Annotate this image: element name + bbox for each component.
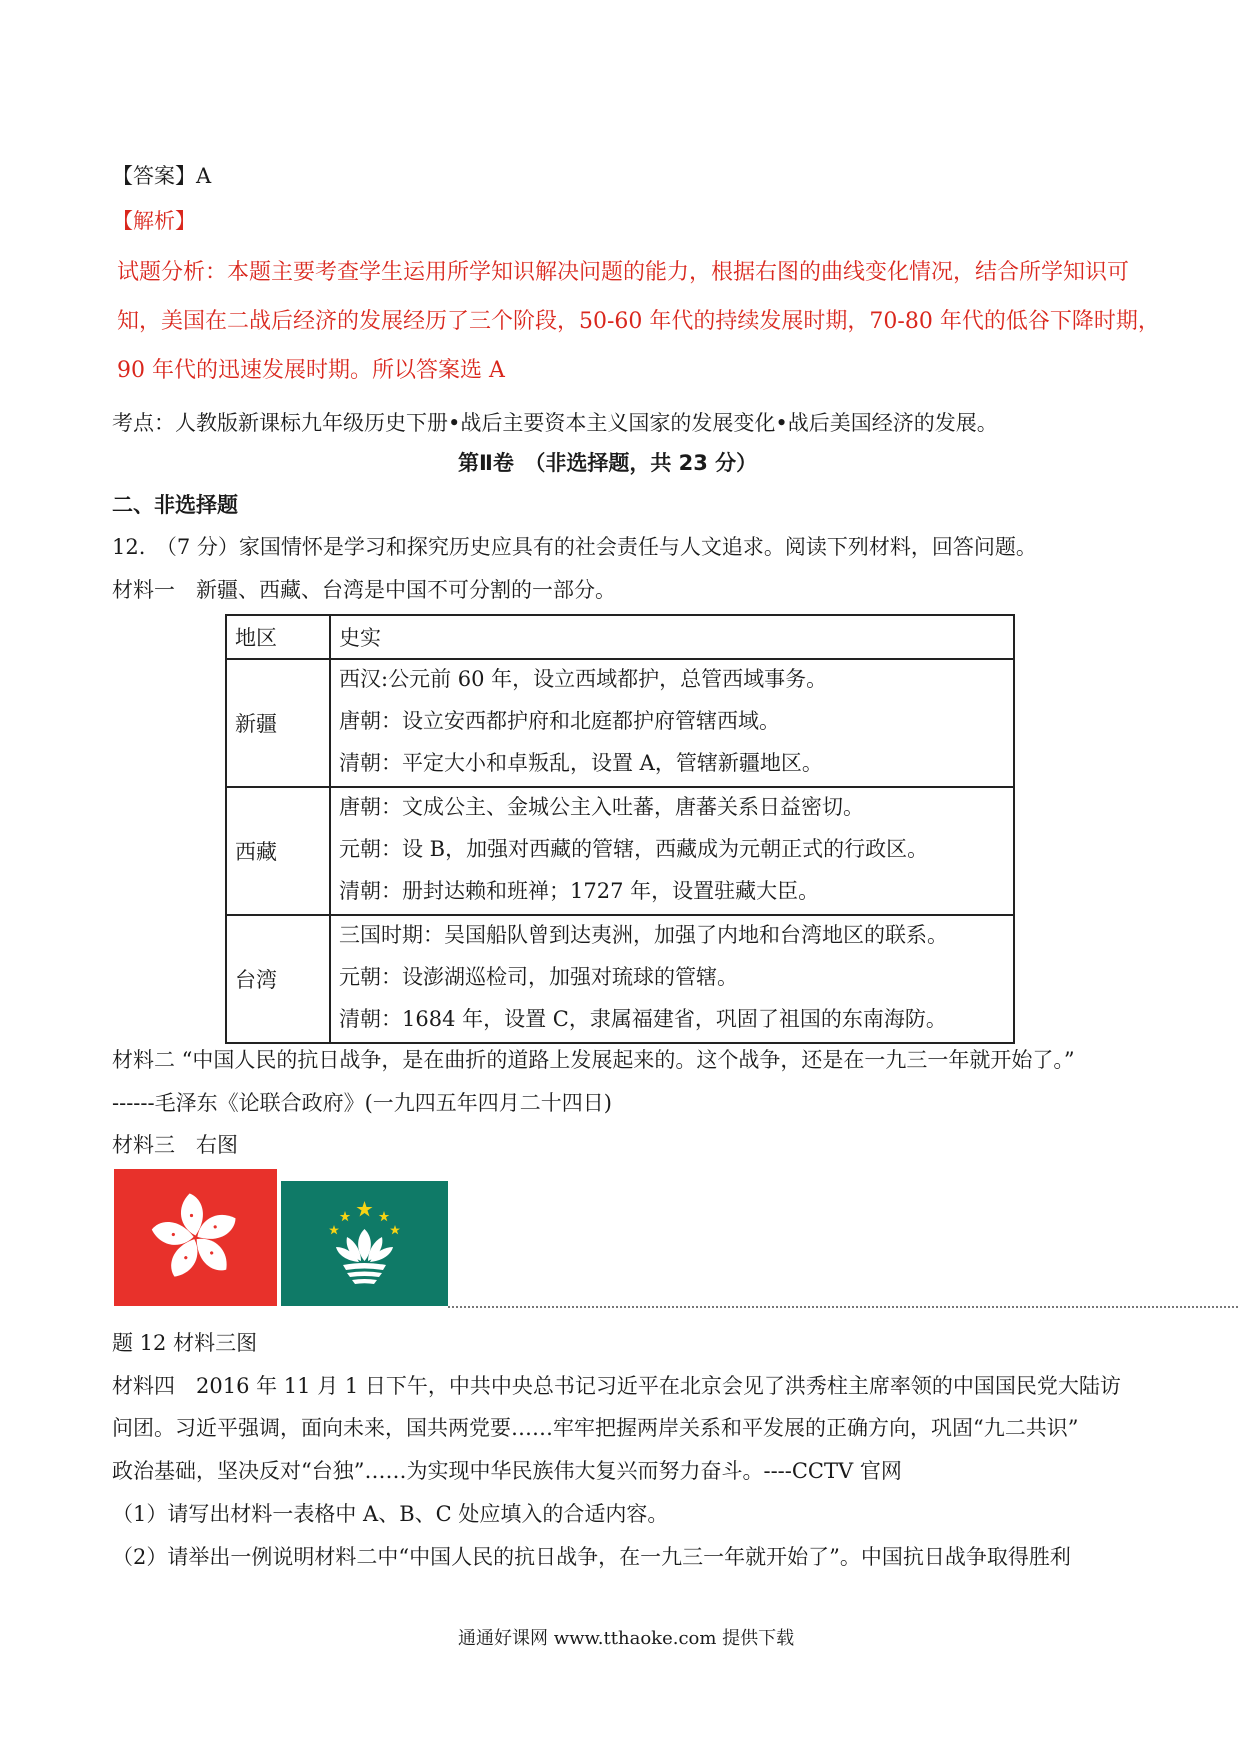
- kaodian-line: 考点：人教版新课标九年级历史下册•战后主要资本主义国家的发展变化•战后美国经济的发展。: [112, 411, 998, 435]
- table-header-row: [226, 615, 1014, 659]
- fact-line: 元朝：设澎湖巡检司，加强对琉球的管辖。: [339, 965, 738, 989]
- hong-kong-flag: [114, 1169, 277, 1306]
- history-table: [225, 614, 1015, 1044]
- figure-caption: 题 12 材料三图: [112, 1331, 258, 1355]
- fact-line: 唐朝：设立安西都护府和北庭都护府管辖西域。: [339, 709, 780, 733]
- fact-line: 唐朝：文成公主、金城公主入吐蕃，唐蕃关系日益密切。: [339, 795, 864, 819]
- table-row: [226, 915, 1014, 1043]
- header-region: 地区: [226, 615, 330, 659]
- dotted-line: [448, 1306, 1238, 1308]
- answer-line: 【答案】A: [112, 164, 212, 188]
- facts-cell: [330, 787, 1014, 915]
- facts-cell: [330, 915, 1014, 1043]
- macau-flag: [281, 1181, 448, 1306]
- sub-question-2: （2）请举出一例说明材料二中“中国人民的抗日战争，在一九三一年就开始了”。中国抗日战争取得胜利: [112, 1545, 1071, 1569]
- analysis-line-1: 试题分析：本题主要考查学生运用所学知识解决问题的能力，根据右图的曲线变化情况，结合所学知识可: [117, 260, 1130, 285]
- part-title: 二、非选择题: [112, 493, 238, 517]
- fact-line: 元朝：设 B，加强对西藏的管辖，西藏成为元朝正式的行政区。: [339, 837, 929, 861]
- material-1: 材料一 新疆、西藏、台湾是中国不可分割的一部分。: [112, 578, 616, 602]
- lotus-icon: [281, 1181, 448, 1306]
- region-cell: 西藏: [226, 787, 330, 915]
- region-cell: 新疆: [226, 659, 330, 787]
- material-2-source: ------毛泽东《论联合政府》(一九四五年四月二十四日): [112, 1091, 612, 1115]
- table-row: [226, 787, 1014, 915]
- page-footer: 通通好课网 www.tthaoke.com 提供下载: [458, 1628, 795, 1649]
- fact-line: 西汉:公元前 60 年，设立西域都护，总管西域事务。: [339, 667, 828, 691]
- section-title: 第Ⅱ卷 （非选择题，共 23 分）: [458, 451, 758, 475]
- bauhinia-icon: [114, 1169, 277, 1306]
- fact-line: 清朝：平定大小和卓叛乱，设置 A，管辖新疆地区。: [339, 751, 823, 775]
- material-4-line-1: 材料四 2016 年 11 月 1 日下午，中共中央总书记习近平在北京会见了洪秀柱主席率领的中国国民党大陆访: [112, 1374, 1121, 1398]
- material-2: 材料二 “中国人民的抗日战争，是在曲折的道路上发展起来的。这个战争，还是在一九三一年就开始了。”: [112, 1048, 1075, 1072]
- region-cell: 台湾: [226, 915, 330, 1043]
- table-row: [226, 659, 1014, 787]
- sub-question-1: （1）请写出材料一表格中 A、B、C 处应填入的合适内容。: [112, 1502, 669, 1526]
- material-4-line-2: 问团。习近平强调，面向未来，国共两党要……牢牢把握两岸关系和平发展的正确方向，巩固“九二共识”: [112, 1416, 1079, 1440]
- material-3: 材料三 右图: [112, 1133, 238, 1157]
- analysis-label: 【解析】: [112, 209, 196, 233]
- analysis-line-3: 90 年代的迅速发展时期。所以答案选 A: [117, 358, 505, 383]
- fact-line: 清朝：1684 年，设置 C，隶属福建省，巩固了祖国的东南海防。: [339, 1007, 947, 1031]
- material-4-line-3: 政治基础，坚决反对“台独”……为实现中华民族伟大复兴而努力奋斗。----CCTV 官网: [112, 1459, 902, 1483]
- question-12: 12. （7 分）家国情怀是学习和探究历史应具有的社会责任与人文追求。阅读下列材料，回答问题。: [112, 535, 1037, 559]
- header-facts: 史实: [330, 615, 1014, 659]
- facts-cell: [330, 659, 1014, 787]
- analysis-line-2: 知，美国在二战后经济的发展经历了三个阶段，50-60 年代的持续发展时期，70-80 年代的低谷下降时期，: [117, 309, 1160, 334]
- fact-line: 三国时期：吴国船队曾到达夷洲，加强了内地和台湾地区的联系。: [339, 923, 948, 947]
- fact-line: 清朝：册封达赖和班禅；1727 年，设置驻藏大臣。: [339, 879, 820, 903]
